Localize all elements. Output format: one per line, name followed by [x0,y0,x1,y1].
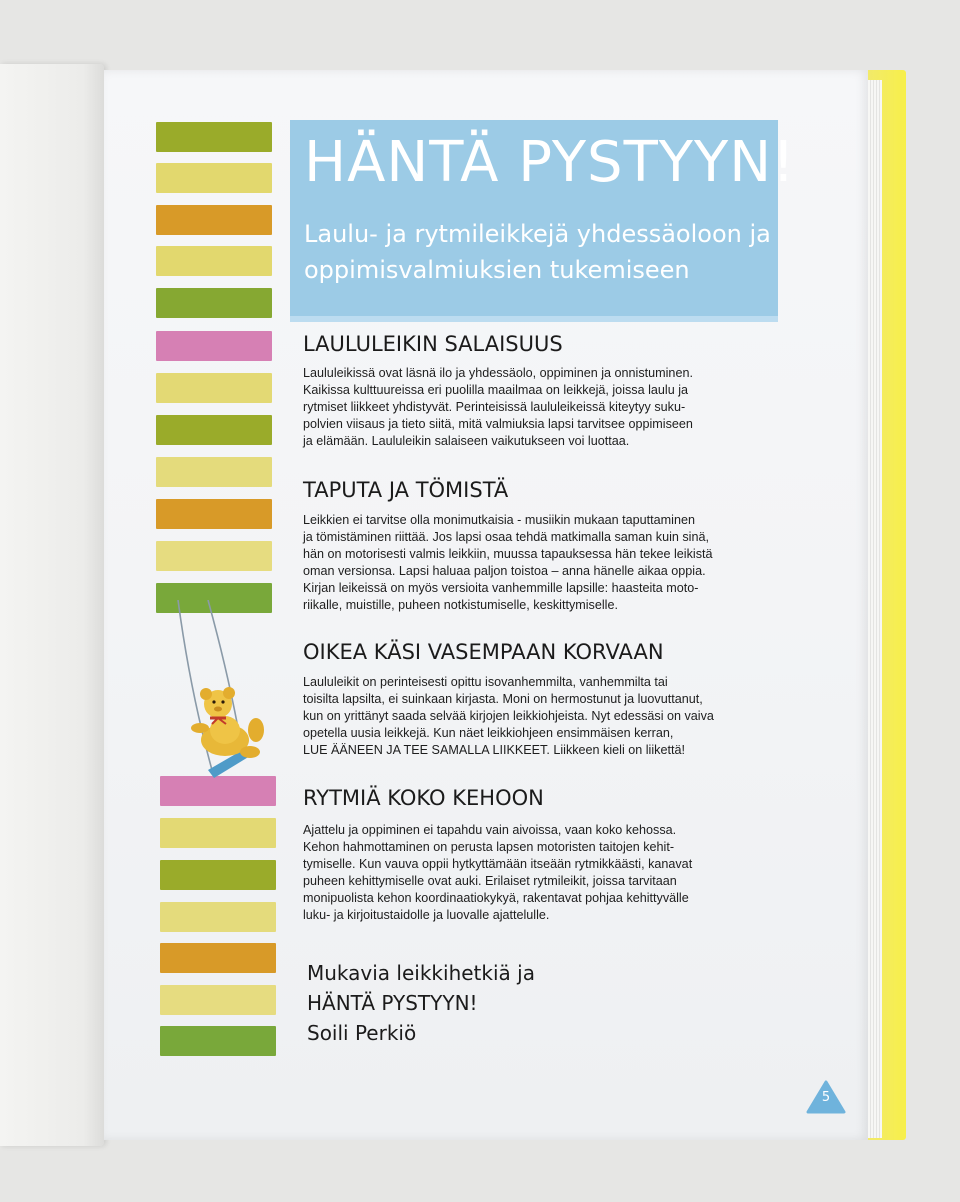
color-stripe [156,246,272,276]
section-body: Ajattelu ja oppiminen ei tapahdu vain aivoissa, vaan koko kehossa. Kehon hahmottaminen on perusta lapsen motoristen taitojen kehit- tymiselle. Kun vauva oppii hytkyttämään itseään rytmikkäästi, kanavat puheen kehittymiselle ovat auki. Erilaiset rytmileikit, joissa tarvitaan monipuolista kehon koordinaatiokykyä, rakentavat pohjaa kehittyvälle luku- ja kirjoitustaidolle ja luovalle ajattelulle. [303,823,693,922]
closing-signature: Mukavia leikkihetkiä ja HÄNTÄ PYSTYYN! Soili Perkiö [307,961,535,1045]
color-stripe [156,499,272,529]
color-stripe [156,163,272,193]
section-heading: OIKEA KÄSI VASEMPAAN KORVAAN [303,640,664,664]
color-stripe [156,331,272,361]
color-stripe [156,415,272,445]
color-stripe [156,288,272,318]
color-stripe [156,122,272,152]
section-body: Laululeikissä ovat läsnä ilo ja yhdessäolo, oppiminen ja onnistuminen. Kaikissa kulttuureissa eri puolilla maailmaa on leikkejä, joissa laulu ja rytmiset liikkeet yhdistyvät. Perinteisissä laululeikeissä kiteytyy suku- polvien viisaus ja tieto siitä, mitä valmiuksia lapsi tarvitsee oppimiseen ja elämään. Laululeikin salaiseen vaikutukseen voi luottaa. [303,366,693,448]
color-stripe [156,373,272,403]
section-heading: RYTMIÄ KOKO KEHOON [303,786,544,810]
color-stripe [160,985,276,1015]
page-subtitle: Laulu- ja rytmileikkejä yhdessäoloon ja oppimisvalmiuksien tukemiseen [304,220,771,284]
page-title: HÄNTÄ PYSTYYN! [304,130,796,195]
color-stripe [160,818,276,848]
section-body: Laululeikit on perinteisesti opittu isovanhemmilta, vanhemmilta tai toisilta lapsilta, ei suinkaan kirjasta. Moni on hermostunut ja luovuttanut, kun on yrittänyt saada selvää kirjojen leikkiohjeista. Nyt edessäsi on vaiva opetella uusia leikkejä. Kun näet leikkiohjeen ensimmäisen kerran, LUE ÄÄNEEN JA TEE SAMALLA LIIKKEET. Liikkeen kieli on liikettä! [303,675,714,757]
page-number: 5 [821,1090,831,1105]
section-heading: TAPUTA JA TÖMISTÄ [303,478,509,502]
teddy-bear-on-swing-illustration [170,600,280,790]
color-stripe [160,943,276,973]
color-stripe [156,205,272,235]
color-stripe [156,541,272,571]
color-stripe [160,902,276,932]
left-page-edge [0,64,104,1146]
section-body: Leikkien ei tarvitse olla monimutkaisia - musiikin mukaan taputtaminen ja tömistäminen riittää. Jos lapsi osaa tehdä matkimalla saman kuin sinä, hän on motorisesti valmis leikkiin, muussa tapauksessa hän tekee leikistä oman versionsa. Lapsi haluaa paljon toistoa – anna hänelle aikaa oppia. Kirjan leikeissä on myös versioita vanhemmille lapsille: haasteita moto- riikalle, muistille, puheen notkistumiselle, keskittymiselle. [303,513,713,612]
color-stripe [156,457,272,487]
color-stripe [160,1026,276,1056]
color-stripe [160,860,276,890]
section-heading: LAULULEIKIN SALAISUUS [303,332,563,356]
